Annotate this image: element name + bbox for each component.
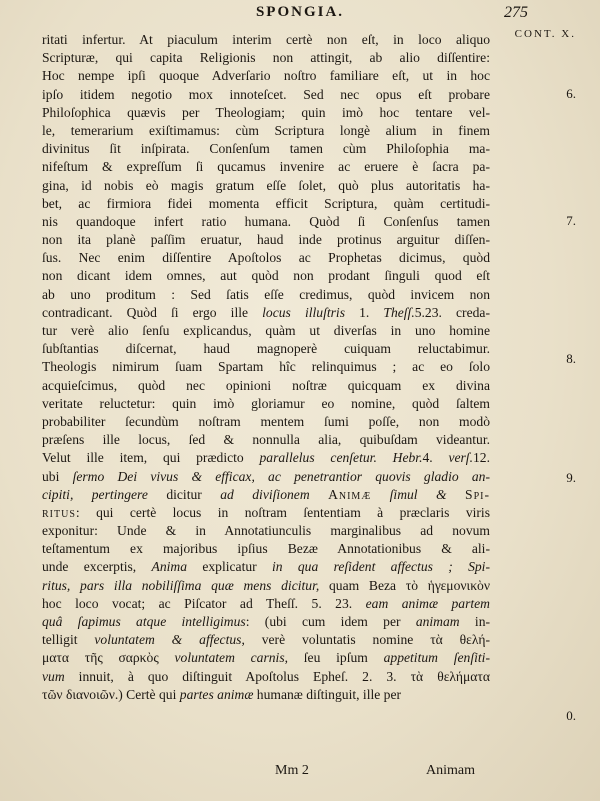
text-line <box>42 668 490 686</box>
italic-run: ad diviſionem <box>220 486 310 502</box>
text-run: Velut ille item, qui prædicto <box>42 450 260 466</box>
italic-run: ſimul & <box>389 486 447 502</box>
text-line <box>42 267 490 285</box>
text-run <box>371 487 389 502</box>
page-footer <box>0 763 600 783</box>
margin-note-9: 9. <box>566 470 576 485</box>
text-run: : (ubi cum idem per <box>245 614 416 629</box>
text-line <box>42 631 490 649</box>
italic-run: ſermo Dei vivus & efficax, ac penetrantior quovis gladio an- <box>72 468 490 484</box>
catchword: Animam <box>426 763 475 778</box>
text-line <box>42 177 490 195</box>
text-run: nifeſtum & expreſſum ſi qucamus invenire ac eruere è ſacra pa- <box>42 159 490 175</box>
small-caps-run: Spi- <box>465 486 490 502</box>
text-line <box>42 213 490 231</box>
text-run: non dicant idem omnes, aut quòd non prodant ſinguli quod eſt <box>42 268 490 284</box>
text-line <box>42 104 490 122</box>
italic-run: appetitum ſenſiti- <box>383 650 490 666</box>
text-run: contradicant. Quòd ſi ergo ille <box>42 304 263 320</box>
text-run: præſens ille locus, ſed & nonnulla alia, quibuſdam videantur. <box>42 432 490 448</box>
text-run: Hoc nempe ipſi quoque Adverſario noſtro familiare eſt, ut in hoc <box>42 68 490 84</box>
italic-run: voluntatem & affectus <box>94 632 242 648</box>
text-run: 5.23. creda- <box>414 304 490 320</box>
text-line <box>42 31 490 49</box>
text-line <box>42 86 490 104</box>
text-run: ſubſtantias diſcernat, haud magnoperè cuiquam reluctabimur. <box>42 341 490 357</box>
text-run: ab uno proditum : Sed ſatis eſſe credimus, quòd invicem non <box>42 286 490 302</box>
small-caps-run: Animæ <box>328 486 372 502</box>
margin-note-8: 8. <box>566 351 576 366</box>
text-line <box>42 613 490 631</box>
text-run: teſtamentum ex majoribus ipſius Bezæ Annotationibus & ali- <box>42 541 490 557</box>
signature-mark: Mm 2 <box>275 763 309 778</box>
text-line <box>42 395 490 413</box>
text-run <box>447 487 465 502</box>
text-line <box>42 468 490 486</box>
text-run <box>310 487 328 502</box>
text-run: telligit <box>42 632 95 648</box>
italic-run: in qua reſident affectus ; Spi- <box>271 559 490 575</box>
text-line <box>42 358 490 376</box>
italic-run: cipiti, pertingere <box>42 486 148 502</box>
page-header <box>0 4 600 28</box>
text-run: : qui certè locus in noſtram ſententiam à præclaris viris <box>75 504 490 520</box>
text-run: 1. <box>344 304 384 320</box>
text-line <box>42 340 490 358</box>
text-run: veritate reluctetur: quin imò gloriamur eo nomine, quòd ſaltem <box>42 395 490 411</box>
text-run: innuit, à quo diſtinguit Apoſtolus Epheſ. 2. 3. τὰ θελήματα <box>64 668 490 684</box>
text-line <box>42 449 490 467</box>
text-line <box>42 686 490 704</box>
text-run: in- <box>459 614 491 629</box>
italic-run: locus illuſtris <box>262 304 345 320</box>
text-line <box>42 195 490 213</box>
text-line <box>42 486 490 504</box>
text-line <box>42 431 490 449</box>
text-run: quam Beza τὸ ἡγεμονικὸν <box>319 577 490 593</box>
italic-run: partes animæ <box>179 686 254 702</box>
text-run: Theologis nimirum ſuam Spartam hîc relinquimus ; ac eo ſolo <box>42 359 490 375</box>
text-run: ſus. Nec enim diſſentire Apoſtolos ac Prophetas dicimus, quòd <box>42 250 490 266</box>
text-line <box>42 67 490 85</box>
text-run: ματα τῆς σαρκὸς <box>42 650 175 666</box>
text-line <box>42 504 490 522</box>
text-run: , verè voluntatis nomine τὰ θελή- <box>241 632 490 648</box>
italic-run: parallelus cenſetur. Hebr. <box>259 450 423 466</box>
text-line <box>42 140 490 158</box>
text-line <box>42 49 490 67</box>
text-run: 12. <box>473 450 490 466</box>
text-line <box>42 522 490 540</box>
text-run: non ita planè paſſim eruatur, haud inde protinus arguitur diſſen- <box>42 232 490 248</box>
italic-run: quâ ſapimus atque intelligimus <box>42 614 246 629</box>
text-run: acquieſcimus, quòd nec opinioni noſtræ quicquam ex divina <box>42 377 490 393</box>
text-line <box>42 377 490 395</box>
body-text <box>42 31 490 704</box>
italic-run: verſ. <box>448 450 473 466</box>
text-line <box>42 322 490 340</box>
text-run: 4. <box>422 450 449 466</box>
text-run: exponitur: Unde & in Annotatiunculis marginalibus ad novum <box>42 523 490 539</box>
text-run: ipſo itidem negotio mox innoteſcet. Sed nec opus eſt probare <box>42 86 490 102</box>
text-line <box>42 304 490 322</box>
text-run: τῶν διανοιῶν.) Certè qui <box>42 686 180 702</box>
text-run: divinitus ſit inſpirata. Conſenſum tamen cùm Philoſophia ma- <box>42 141 490 157</box>
text-run: Scripturæ, qui capita Religionis non attingit, ab alio diſſentire: <box>42 50 490 66</box>
italic-run: Anima <box>151 559 188 575</box>
text-run: hoc loco vocat; ac Piſcator ad Theſſ. 5. 23. <box>42 595 366 611</box>
italic-run: eam animæ partem <box>365 595 490 611</box>
italic-run: Theſſ. <box>383 304 415 320</box>
text-run: humanæ diſtinguit, ille per <box>253 686 402 702</box>
small-caps-run: ritus <box>42 504 76 520</box>
text-run: explicatur <box>187 559 272 575</box>
text-run: ritati infertur. At piaculum interim certè non eſt, in loco aliquo <box>42 32 490 47</box>
text-line <box>42 286 490 304</box>
text-run: probabiliter ſecundùm noſtram mentem ſumi poſſe, non modò <box>42 413 490 429</box>
text-line <box>42 540 490 558</box>
text-line <box>42 558 490 576</box>
text-line <box>42 577 490 595</box>
text-run: gina, id nobis eò magis gratum eſſe ſolet, quò plus autoritatis ha- <box>42 177 490 193</box>
text-run: nis quandoque infert ratio humana. Quòd ſi Conſenſus tamen <box>42 213 490 229</box>
italic-run: animam <box>415 614 460 629</box>
text-line <box>42 158 490 176</box>
margin-note-0: 0. <box>566 708 576 723</box>
italic-run: ritus, pars illa nobiliſſima quæ mens dicitur, <box>42 577 320 593</box>
text-run: , ſeu ipſum <box>284 650 384 666</box>
text-run: ubi <box>42 468 73 484</box>
text-run: bet, ac firmiora fidei momenta efficit Scriptura, quàm certitudi- <box>42 195 490 211</box>
text-run: tur verè alio ſenſu explicandus, quàm ut diverſas in uno homine <box>42 323 490 338</box>
text-run: dicitur <box>147 486 221 502</box>
text-line <box>42 413 490 431</box>
margin-note-7: 7. <box>566 213 576 228</box>
text-run: le, temerarium exiſtimamus: cùm Scriptura longè alium in finem <box>42 122 490 138</box>
running-head: SPONGIA. <box>255 4 345 20</box>
text-run: Philoſophica quævis per Theologiam; quin imò hoc tentare vel- <box>42 104 490 120</box>
text-line <box>42 649 490 667</box>
text-line <box>42 122 490 140</box>
margin-note-cont: CONT. X. <box>514 28 576 40</box>
text-run: unde excerptis, <box>42 559 152 575</box>
italic-run: vum <box>42 668 65 684</box>
text-line <box>42 231 490 249</box>
page-number: 275 <box>504 4 528 21</box>
text-line <box>42 249 490 267</box>
text-line <box>42 595 490 613</box>
italic-run: voluntatem carnis <box>174 650 285 666</box>
margin-note-6: 6. <box>566 86 576 101</box>
